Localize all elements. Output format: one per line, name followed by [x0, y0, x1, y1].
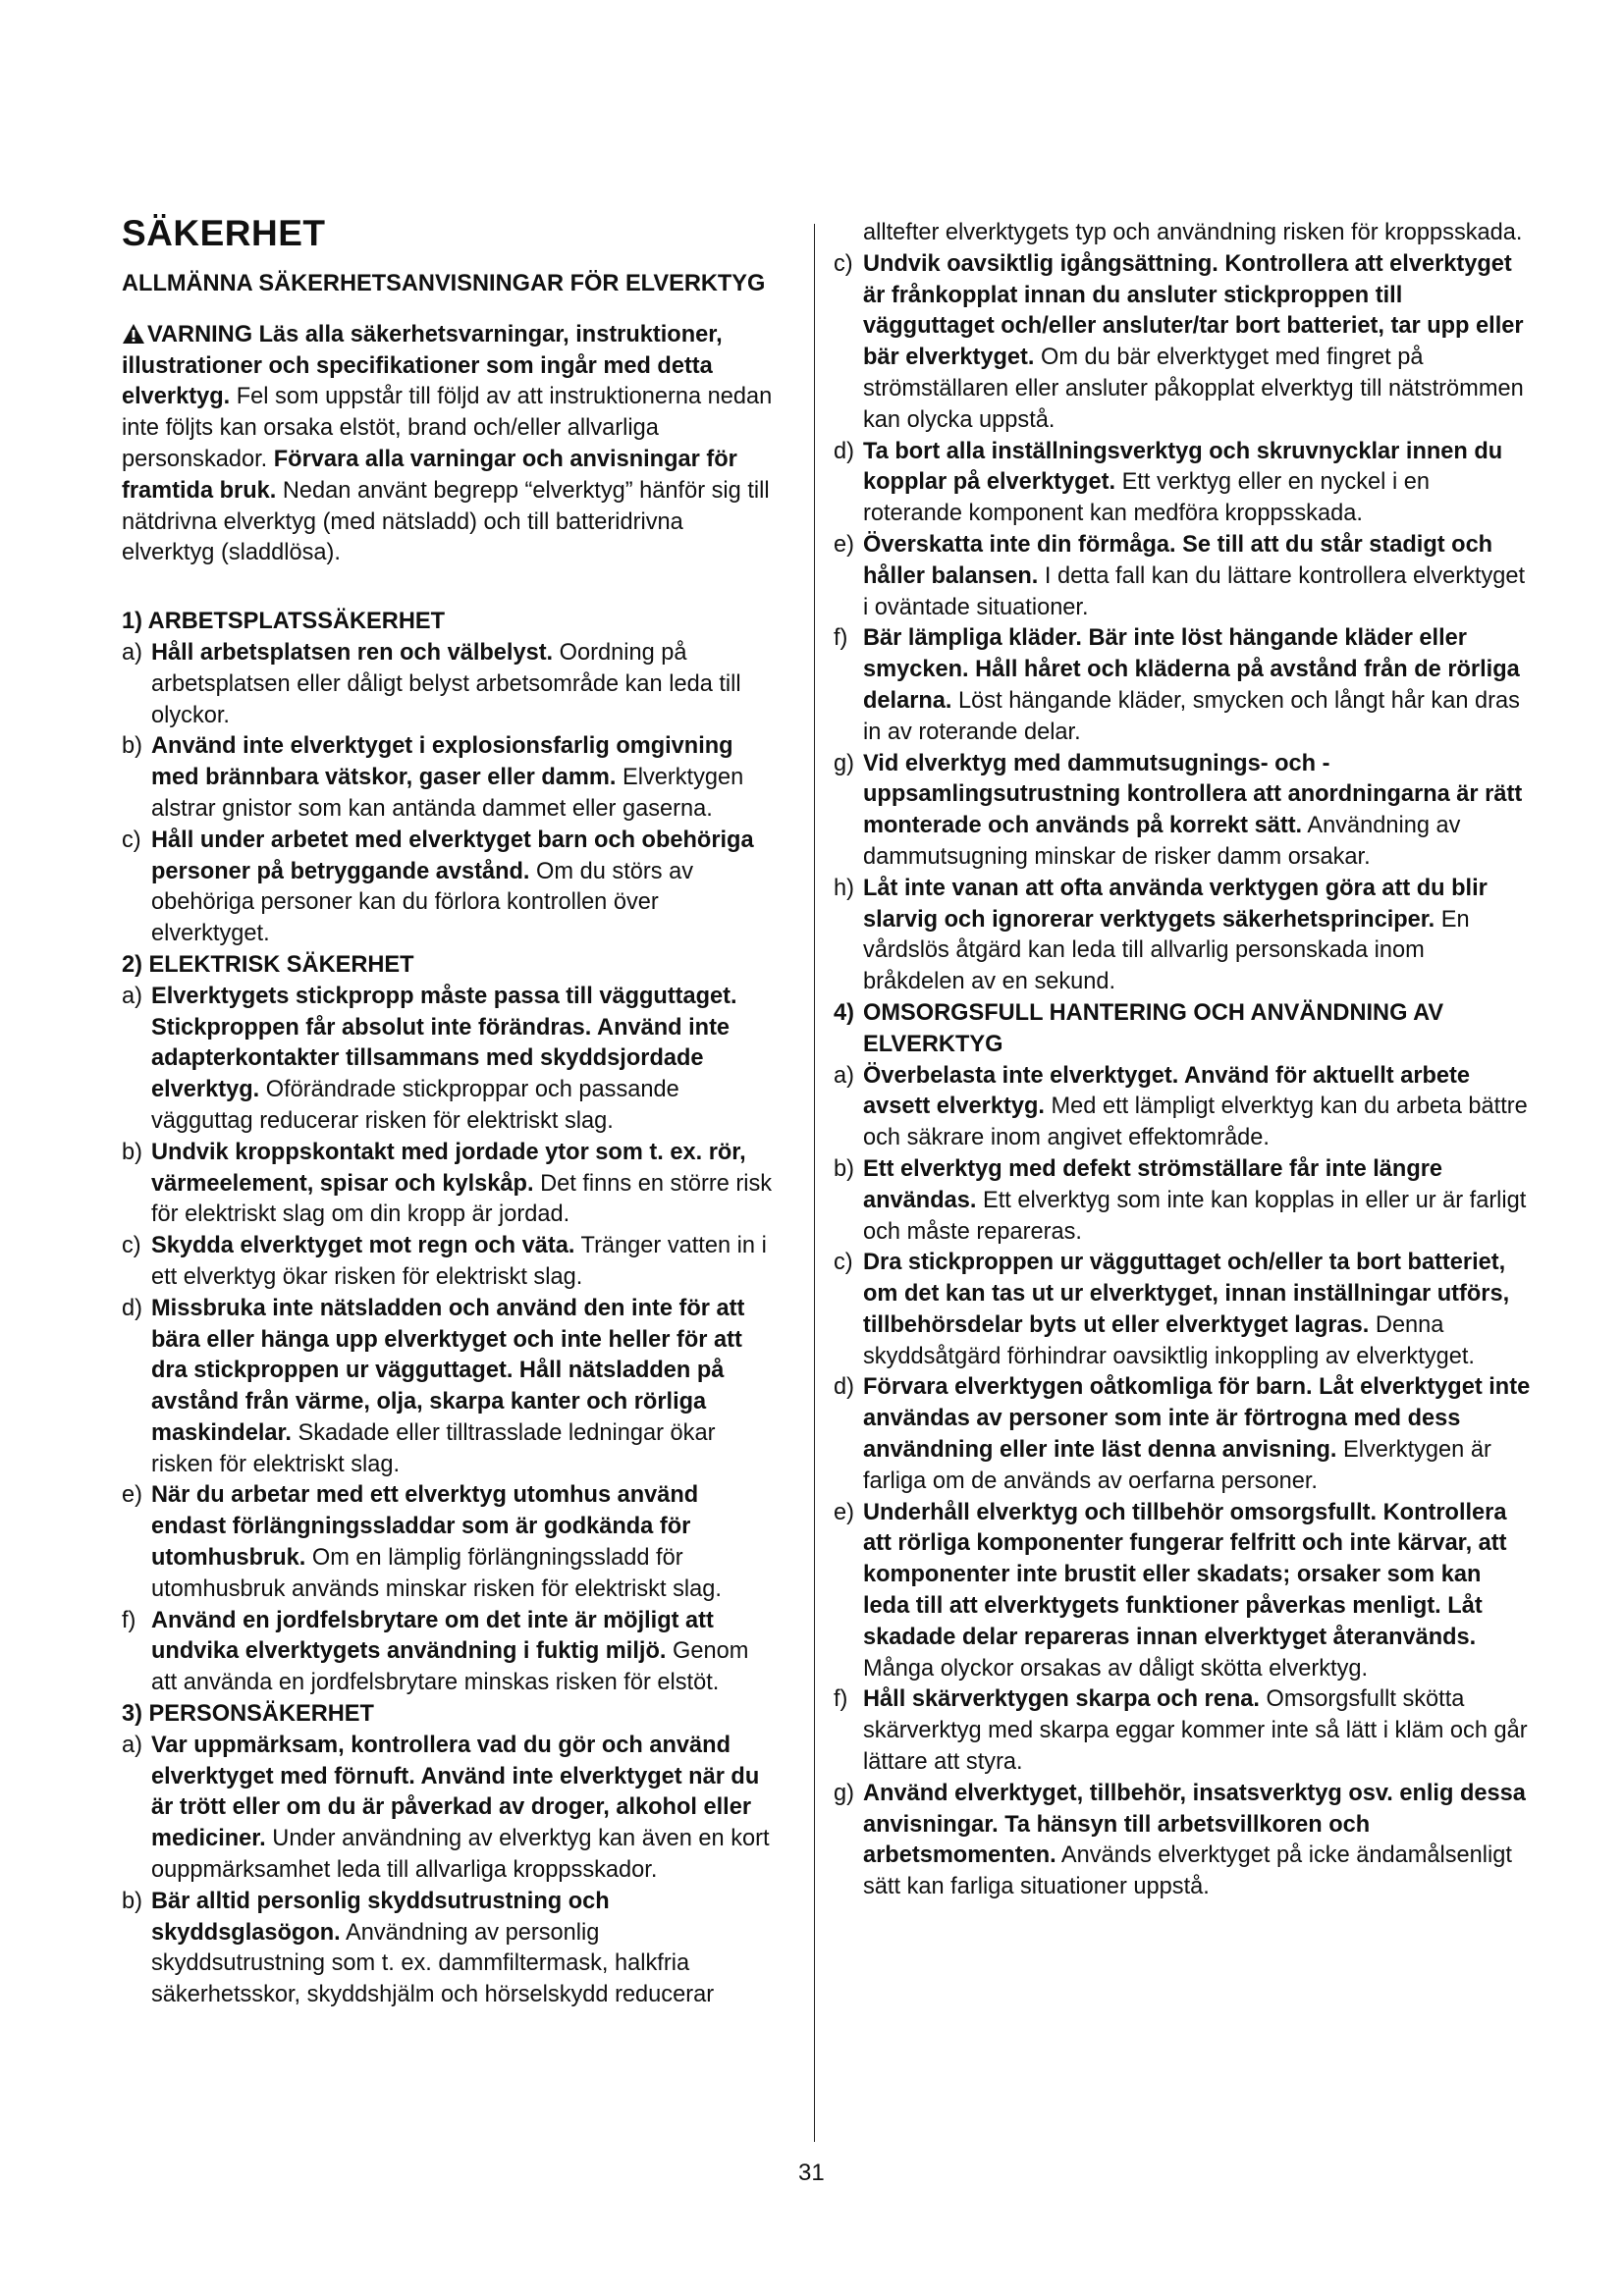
item-bold-text: När du arbetar med ett elverktyg utomhus använd endast förlängningssladdar som är godkända för utomhusbruk. — [151, 1482, 699, 1572]
section-heading: 4) OMSORGSFULL HANTERING OCH ANVÄNDNING AV ELVERKTYG — [834, 999, 1444, 1057]
list-item — [834, 623, 1531, 748]
item-label: e) — [122, 1482, 142, 1509]
item-bold-text: Missbruka inte nätsladden och använd den inte för att bära eller hänga upp elverktyget och inte heller för att dra stickproppen ur vägguttaget. Håll nätsladden på avstånd från värme, olja, skarpa kanter och rörliga maskindelar. — [151, 1295, 745, 1446]
item-text: Ett elverktyg som inte kan kopplas in eller ur är farligt och måste repareras. — [863, 1187, 1527, 1245]
list-item — [834, 249, 1531, 437]
item-bold-text: Håll under arbetet med elverktyget barn och obehöriga personer på betryggande avstånd. — [151, 827, 754, 884]
item-text: Oförändrade stickproppar och passande vägguttag reducerar risken för elektriskt slag. — [151, 1077, 679, 1134]
item-label: e) — [834, 1499, 854, 1525]
list-item — [122, 1887, 778, 2011]
item-bold-text: Undvik oavsiktlig igångsättning. Kontrollera att elverktyget är frånkopplat innan du ansluter stickproppen till vägguttaget och/eller ansluter/tar bort batteriet, tar upp eller bär elverktyget. — [863, 250, 1524, 371]
item-label: b) — [122, 1888, 142, 1914]
item-text: Med ett lämpligt elverktyg kan du arbeta bättre och säkrare inom angivet effektområde. — [863, 1094, 1528, 1151]
item-label: f) — [122, 1607, 136, 1633]
item-bold-text: Ta bort alla inställningsverktyg och skruvnycklar innen du kopplar på elverktyget. — [863, 438, 1503, 496]
list-item — [122, 731, 778, 825]
item-text: Om du bär elverktyget med fingret på strömställaren eller ansluter påkopplat elverktyg till nätströmmen kan olycka uppstå. — [863, 345, 1524, 433]
column-divider — [814, 224, 815, 2142]
intro-text-2: Nedan använt begrepp “elverktyg” hänför sig till nätdrivna elverktyg (med nätsladd) och till batteridrivna elverktyg (sladdlösa). — [122, 477, 770, 566]
item-text: Genom att använda en jordfelsbrytare minskas risken för elstöt. — [151, 1638, 749, 1696]
left-sections — [122, 607, 778, 2011]
item-label: c) — [834, 1250, 853, 1276]
list-item — [122, 1138, 778, 1231]
item-text: Elverktygen är farliga om de används av oerfarna personer. — [863, 1437, 1491, 1494]
item-text: Denna skyddsåtgärd förhindrar oavsiktlig inkoppling av elverktyget. — [863, 1311, 1475, 1369]
item-bold-text: Använd elverktyget, tillbehör, insatsverktyg osv. enlig dessa anvisningar. Ta hänsyn till arbetsvillkoren och arbetsmomenten. — [863, 1780, 1526, 1869]
list-item — [834, 530, 1531, 623]
warning-triangle-icon — [122, 323, 145, 345]
intro-bold-1: VARNING Läs alla säkerhetsvarningar, instruktioner, illustrationer och specifikationer som ingår med detta elverktyg. — [122, 321, 723, 410]
list-item — [834, 1248, 1531, 1372]
item-text: Ett verktyg eller en nyckel i en roterande komponent kan medföra kroppsskada. — [863, 469, 1430, 527]
item-label: d) — [122, 1295, 142, 1321]
item-text: Det finns en större risk för elektriskt slag om din kropp är jordad. — [151, 1170, 773, 1228]
item-text: En vårdslös åtgärd kan leda till allvarlig personskada inom bråkdelen av en sekund. — [863, 906, 1470, 995]
list-item — [122, 638, 778, 731]
item-bold-text: Elverktygets stickpropp måste passa till vägguttaget. Stickproppen får absolut inte förändras. Använd inte adapterkontakter tillsammans med skyddsjordade elverktyg. — [151, 983, 737, 1103]
item-text: Omsorgsfullt skötta skärverktyg med skarpa eggar kommer inte så lätt i kläm och går lättare att styra. — [863, 1686, 1528, 1776]
item-label: a) — [834, 1062, 854, 1089]
item-bold-text: Låt inte vanan att ofta använda verktygen göra att du blir slarvig och ignorerar verktygets säkerhetsprinciper. — [863, 875, 1488, 933]
list-item — [122, 1731, 778, 1887]
item-bold-text: Bär alltid personlig skyddsutrustning och skyddsglasögon. — [151, 1888, 610, 1946]
list-item — [834, 1372, 1531, 1497]
item-bold-text: Underhåll elverktyg och tillbehör omsorgsfullt. Kontrollera att rörliga komponenter fungerar felfritt och inte kärvar, att komponenter inte brustit eller skadats; orsaker som kan leda till att elverktygets funktioner påverkas menligt. Låt skadade delar repareras innan elverktyget återanvänds. — [863, 1499, 1507, 1650]
list-item — [834, 1061, 1531, 1154]
item-bold-text: Skydda elverktyget mot regn och väta. — [151, 1233, 575, 1259]
item-text: Löst hängande kläder, smycken och långt hår kan dras in av roterande delar. — [863, 687, 1520, 745]
item-bold-text: Bär lämpliga kläder. Bär inte löst hängande kläder eller smycken. Håll håret och kläderna på avstånd från de rörliga delarna. — [863, 625, 1520, 714]
list-item — [122, 982, 778, 1138]
right-sections — [834, 249, 1531, 1903]
intro-text-1: Fel som uppstår till följd av att instruktionerna nedan inte följts kan orsaka elstöt, brand och/eller allvarliga personskador. — [122, 384, 773, 472]
item-bold-text: Undvik kroppskontakt med jordade ytor som t. ex. rör, värmeelement, spisar och kylskåp. — [151, 1139, 746, 1197]
list-item — [834, 1154, 1531, 1248]
item-text: Användning av dammutsugning minskar de risker damm orsakar. — [863, 813, 1461, 870]
item-text: Oordning på arbetsplatsen eller dåligt belyst arbetsområde kan leda till olyckor. — [151, 639, 741, 728]
item-label: a) — [122, 639, 142, 666]
item-bold-text: Använd en jordfelsbrytare om det inte är möjligt att undvika elverktygets användning i fuktig miljö. — [151, 1607, 714, 1665]
item-text: Om en lämplig förlängningssladd för utomhusbruk används minskar risken för elektriskt slag. — [151, 1545, 722, 1602]
item-label: a) — [122, 1732, 142, 1758]
item-bold-text: Använd inte elverktyget i explosionsfarlig omgivning med brännbara vätskor, gaser eller damm. — [151, 733, 733, 791]
list-item — [122, 1231, 778, 1294]
item-text: Användning av personlig skyddsutrustning som t. ex. dammfiltermask, halkfria säkerhetsskor, skyddshjälm och hörselskydd reducerar — [151, 1919, 715, 2008]
item-bold-text: Var uppmärksam, kontrollera vad du gör och använd elverktyget med förnuft. Använd inte elverktyget när du är trött eller om du är påverkad av droger, alkohol eller mediciner. — [151, 1732, 760, 1852]
item-label: d) — [834, 438, 854, 464]
item-text: Elverktygen alstrar gnistor som kan antända dammet eller gaserna. — [151, 765, 744, 822]
item-bold-text: Håll skärverktygen skarpa och rena. — [863, 1686, 1260, 1713]
list-item — [834, 1498, 1531, 1685]
section-heading: 2) ELEKTRISK SÄKERHET — [122, 951, 414, 978]
list-item — [122, 826, 778, 950]
list-item — [834, 874, 1531, 998]
item-text: Tränger vatten in i ett elverktyg ökar risken för elektriskt slag. — [151, 1233, 767, 1290]
intro-bold-2: Förvara alla varningar och anvisningar för framtida bruk. — [122, 446, 737, 504]
item-text: Många olyckor orsakas av dåligt skötta elverktyg. — [863, 1655, 1369, 1682]
page-title: SÄKERHET — [122, 213, 326, 253]
item-text: I detta fall kan du lättare kontrollera elverktyget i oväntade situationer. — [863, 562, 1526, 620]
item-bold-text: Dra stickproppen ur vägguttaget och/eller ta bort batteriet, om det kan tas ut ur elverktyget, innan inställningar utförs, tillbehörsdelar byts ut eller elverktyget lagras. — [863, 1250, 1510, 1338]
item-label: c) — [122, 1233, 141, 1259]
item-bold-text: Överskatta inte din förmåga. Se till att du står stadigt och håller balansen. — [863, 531, 1493, 589]
item-label: f) — [834, 1686, 848, 1713]
item-label: b) — [122, 1139, 142, 1165]
item-label: e) — [834, 531, 854, 558]
list-item — [834, 749, 1531, 874]
left-column — [122, 212, 778, 2011]
item-label: d) — [834, 1374, 854, 1401]
item-label: g) — [834, 750, 854, 776]
item-label: c) — [122, 827, 141, 853]
list-item — [834, 437, 1531, 530]
item-text: Om du störs av obehöriga personer kan du förlora kontrollen över elverktyget. — [151, 858, 694, 947]
list-item — [122, 1294, 778, 1481]
page-number: 31 — [798, 2160, 825, 2186]
item-bold-text: Vid elverktyg med dammutsugnings- och -uppsamlingsutrustning kontrollera att anordningarna är rätt monterade och används på korrekt sätt. — [863, 750, 1523, 839]
item-label: g) — [834, 1780, 854, 1806]
list-item — [122, 1480, 778, 1605]
item-label: a) — [122, 983, 142, 1009]
list-item — [834, 1684, 1531, 1778]
list-item — [122, 1606, 778, 1699]
item-label: b) — [122, 733, 142, 760]
list-item — [834, 1779, 1531, 1903]
right-column — [834, 218, 1531, 1903]
page-subtitle: ALLMÄNNA SÄKERHETSANVISNINGAR FÖR ELVERKTYG — [122, 271, 766, 296]
section-heading: 3) PERSONSÄKERHET — [122, 1701, 374, 1728]
item-bold-text: Ett elverktyg med defekt strömställare får inte längre användas. — [863, 1155, 1443, 1213]
item-label: h) — [834, 875, 854, 901]
item-text: Under användning av elverktyg kan även en kort ouppmärksamhet leda till allvarliga kroppsskador. — [151, 1826, 770, 1884]
item-bold-text: Förvara elverktygen oåtkomliga för barn. Låt elverktyget inte användas av personer som inte är förtrogna med dess användning eller inte läst denna anvisning. — [863, 1374, 1531, 1464]
item-text: Används elverktyget på icke ändamålsenligt sätt kan farliga situationer uppstå. — [863, 1842, 1512, 1900]
item-bold-text: Håll arbetsplatsen ren och välbelyst. — [151, 639, 554, 666]
warning-intro — [122, 320, 778, 569]
item-text: Skadade eller tilltrasslade ledningar ökar risken för elektriskt slag. — [151, 1419, 716, 1477]
section-heading: 1) ARBETSPLATSSÄKERHET — [122, 609, 446, 635]
item-label: c) — [834, 250, 853, 277]
continuation-text: alltefter elverktygets typ och användning risken för kroppsskada. — [863, 220, 1523, 245]
item-label: f) — [834, 625, 848, 652]
item-bold-text: Överbelasta inte elverktyget. Använd för aktuellt arbete avsett elverktyg. — [863, 1062, 1471, 1120]
item-label: b) — [834, 1155, 854, 1182]
